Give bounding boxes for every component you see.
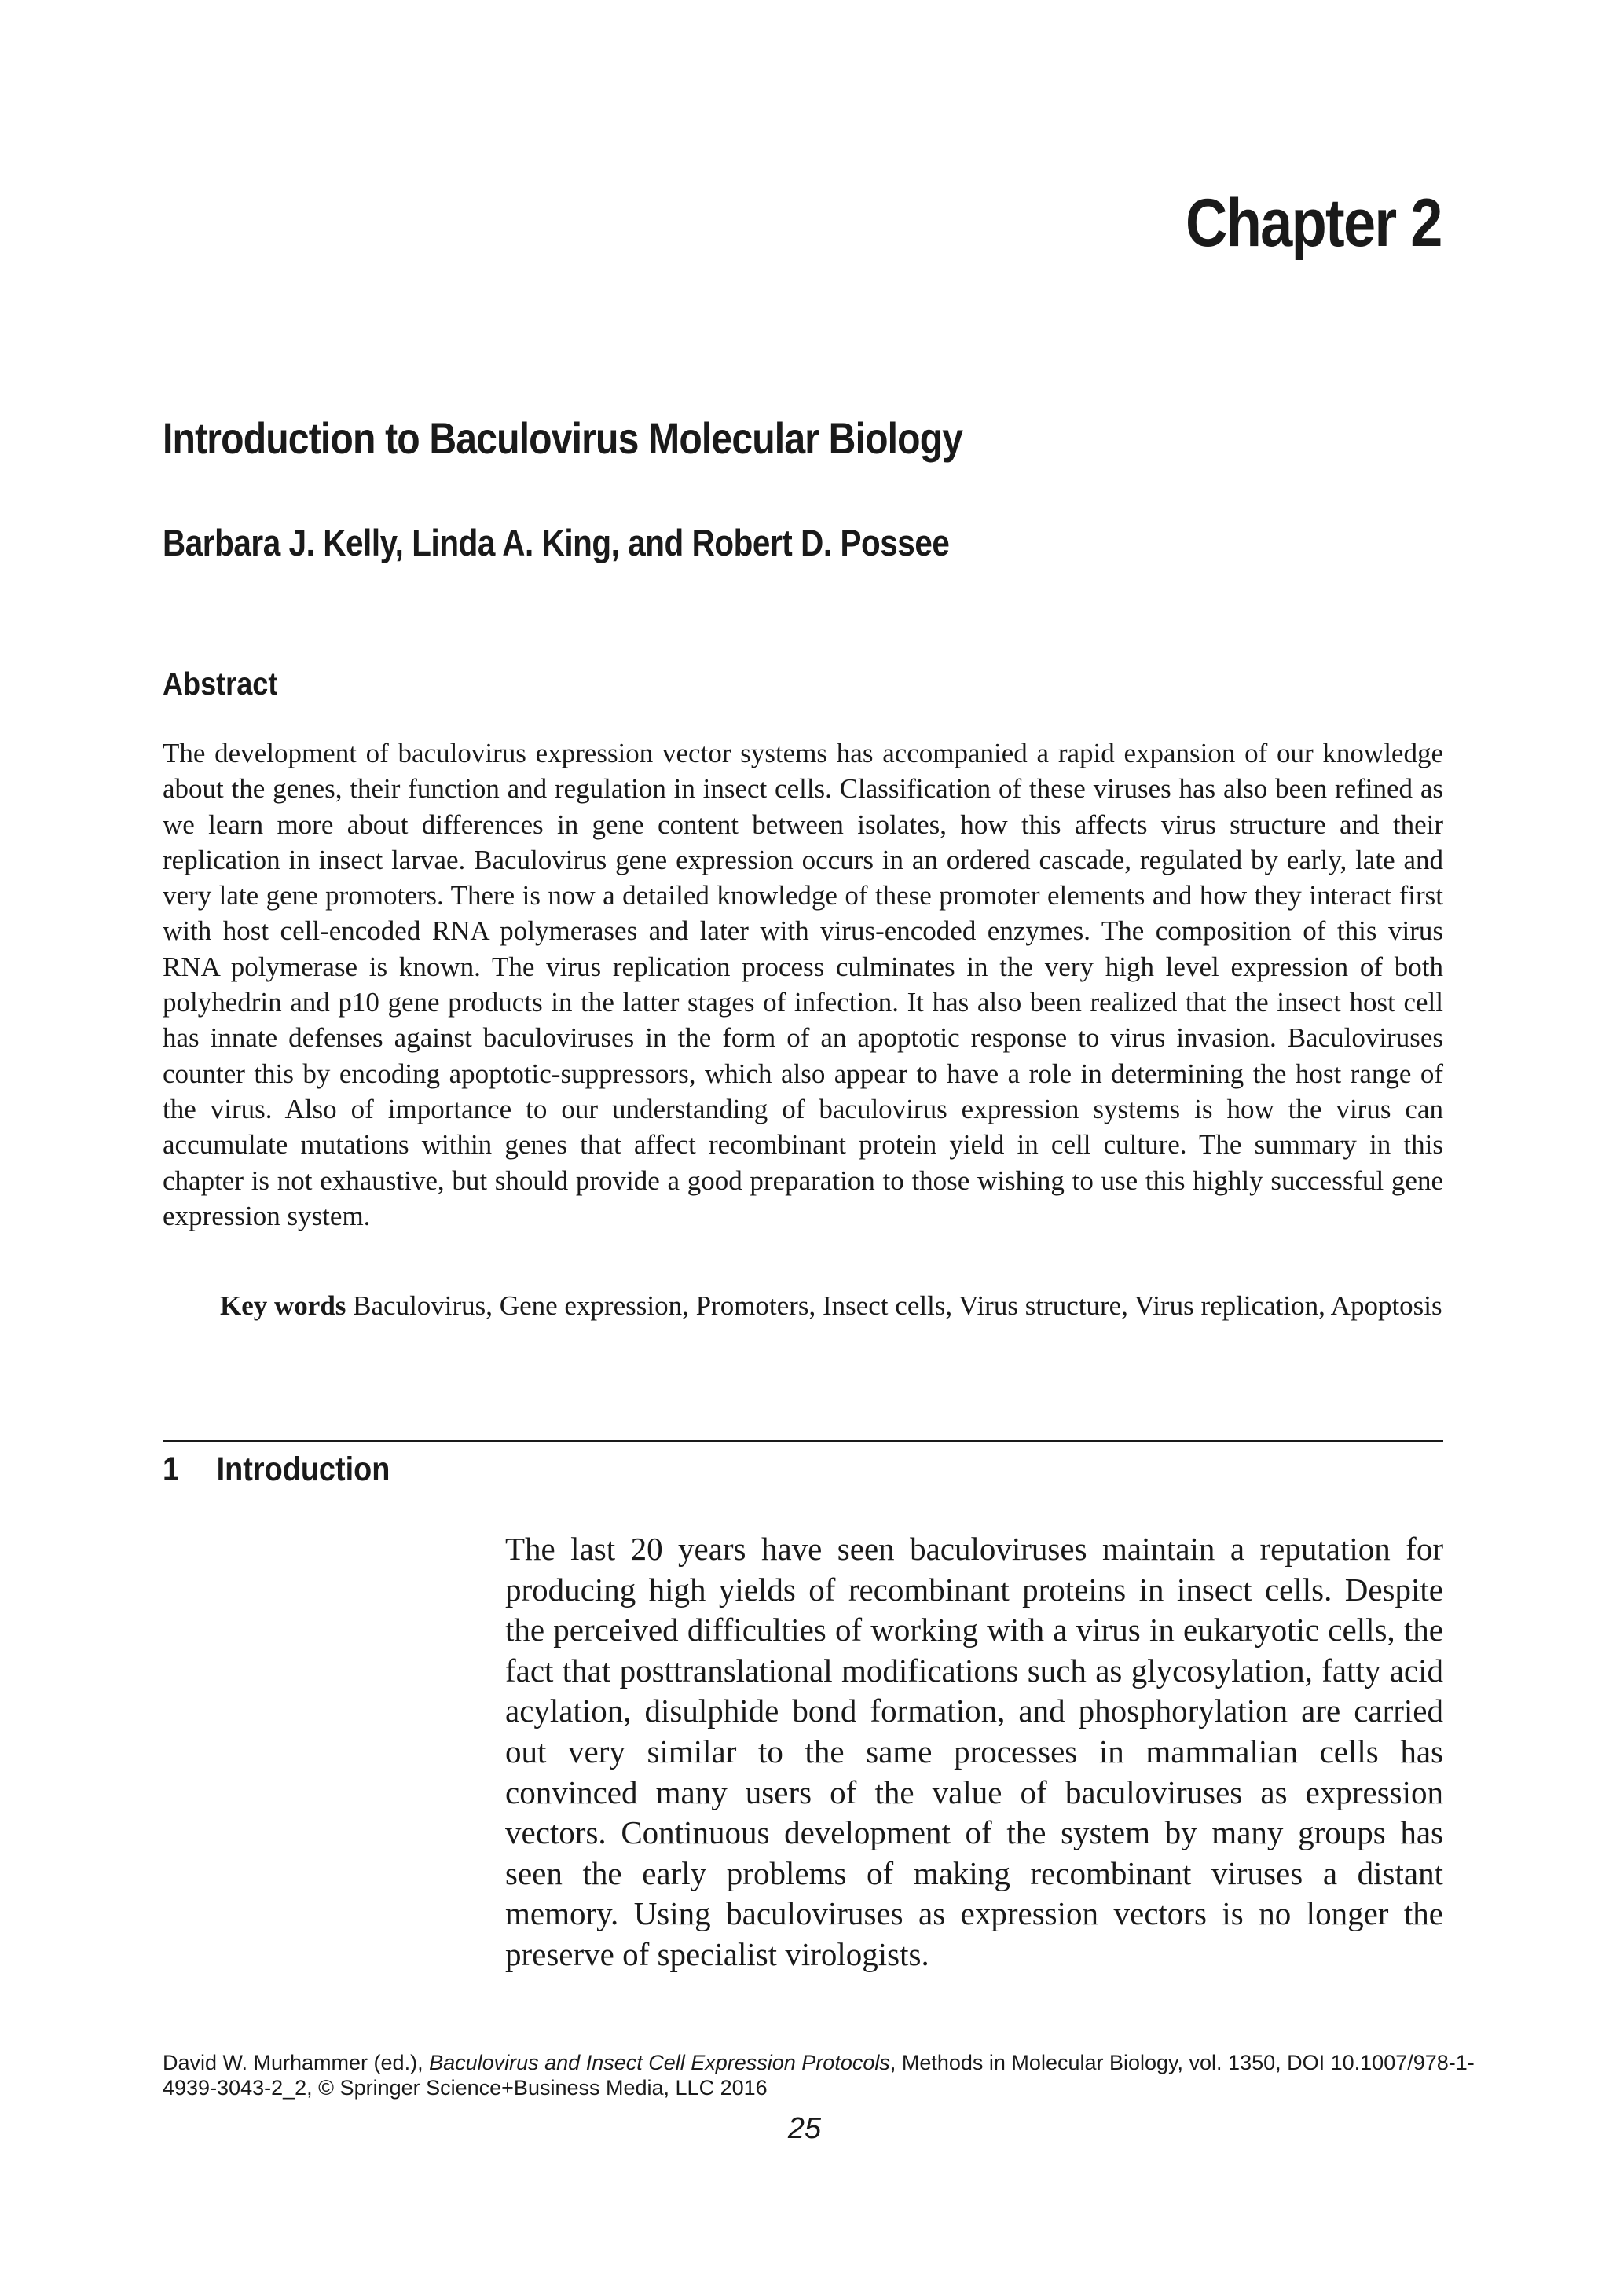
section-number: 1 <box>163 1451 180 1488</box>
citation-prefix: David W. Murhammer (ed.), <box>163 2051 430 2074</box>
page-number: 25 <box>787 2112 822 2145</box>
section-heading <box>163 1451 390 1489</box>
keywords <box>220 1288 1443 1323</box>
introduction-text: The last 20 years have seen baculoviruses maintain a reputation for producing high yields of recombinant proteins in insect cells. Despite the perceived difficulties of working with a virus in eukaryotic cells, the fact that posttranslational modifications such as glycosylation, fatty acid acylation, disulphide bond formation, and phosphorylation are carried out very similar to the same processes in mammalian cells has convinced many users of the value of baculoviruses as expression vectors. Continuous development of the system by many groups has seen the early problems of making recombinant viruses a distant memory. Using baculoviruses as expression vectors is no longer the preserve of specialist virologists. <box>505 1531 1443 1972</box>
keywords-label: Key words <box>220 1290 346 1321</box>
citation-book-title: Baculovirus and Insect Cell Expression Protocols <box>429 2051 890 2074</box>
chapter-title: Introduction to Baculovirus Molecular Biology <box>163 413 963 463</box>
chapter-label: Chapter 2 <box>1186 185 1442 261</box>
abstract-text: The development of baculovirus expression vector systems has accompanied a rapid expansion of our knowledge about the genes, their function and regulation in insect cells. Classification of these viruses has also been refined as we learn more about differences in gene content between isolates, how this affects virus structure and their replication in insect larvae. Baculovirus gene expression occurs in an ordered cascade, regulated by early, late and very late gene promoters. There is now a detailed knowledge of these promoter elements and how they interact first with host cell-encoded RNA polymerases and later with virus-encoded enzymes. The composition of this virus RNA polymerase is known. The virus replication process culminates in the very high level expression of both polyhedrin and p10 gene products in the latter stages of infection. It has also been realized that the insect host cell has innate defenses against baculoviruses in the form of an apoptotic response to virus invasion. Baculoviruses counter this by encoding apoptotic-suppressors, which also appear to have a role in determining the host range of the virus. Also of importance to our understanding of baculovirus expression systems is how the virus can accumulate mutations within genes that affect recombinant protein yield in cell culture. The summary in this chapter is not exhaustive, but should provide a good preparation to those wishing to use this highly successful gene expression system. <box>163 738 1443 1231</box>
keywords-list: Baculovirus, Gene expression, Promoters, Insect cells, Virus structure, Virus replication, Apoptosis <box>346 1290 1442 1321</box>
citation-footer <box>163 2050 1498 2100</box>
author-list: Barbara J. Kelly, Linda A. King, and Robert D. Possee <box>163 522 950 563</box>
abstract-heading: Abstract <box>163 666 278 702</box>
section-title: Introduction <box>216 1451 390 1488</box>
citation-suffix: , Methods in Molecular Biology, vol. 1350, DOI 10.1007/978-1-4939-3043-2_2, © Springer Science+Business Media, LLC 2016 <box>163 2051 1475 2100</box>
section-divider <box>163 1440 1443 1442</box>
